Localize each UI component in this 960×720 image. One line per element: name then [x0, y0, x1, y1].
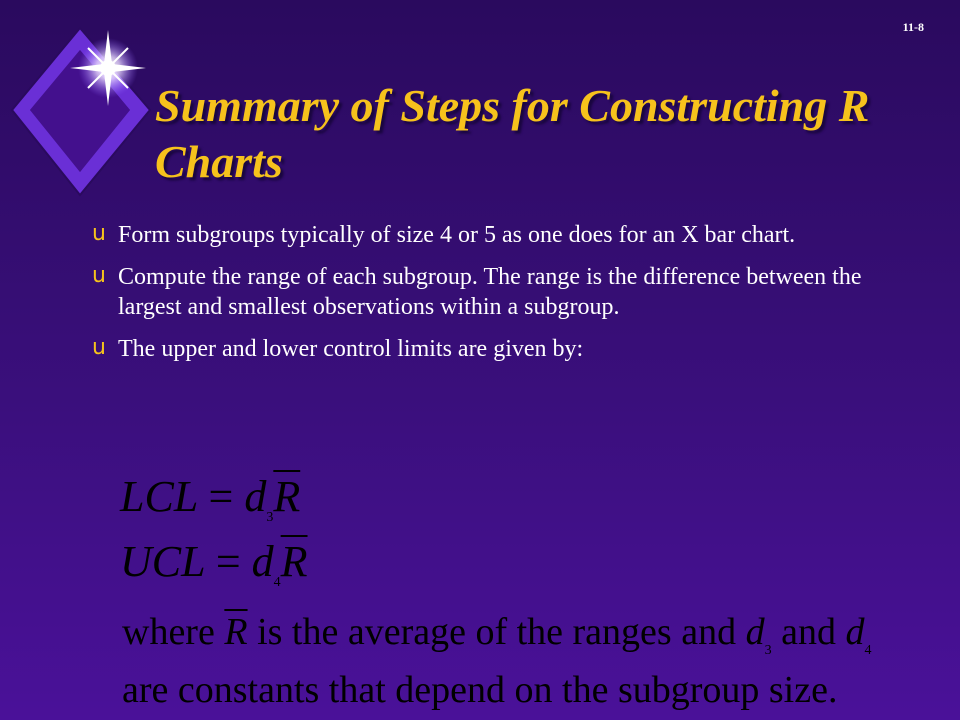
d3-symbol: d: [745, 611, 765, 653]
bullet-text: The upper and lower control limits are given by:: [118, 336, 584, 362]
subscript: 3: [764, 643, 772, 658]
bullet-marker-icon: u: [92, 335, 106, 360]
bullet-text: Form subgroups typically of size 4 or 5 as one does for an X bar chart.: [118, 222, 796, 248]
r-bar: $\overline{R}$: [273, 472, 301, 521]
where-word: where: [122, 611, 215, 653]
subscript: 3: [266, 510, 274, 525]
slide-number: 11-8: [902, 20, 924, 34]
ucl-formula: [120, 537, 308, 605]
bullet-item: [92, 262, 872, 322]
diamond-star-logo-icon: [0, 0, 170, 210]
and-word: and: [781, 611, 836, 653]
bullet-list: [92, 220, 872, 376]
where-definition: [122, 612, 871, 671]
lcl-label: LCL: [120, 472, 198, 521]
bullet-marker-icon: u: [92, 263, 106, 288]
d-coefficient: d: [244, 472, 267, 521]
subscript: 4: [864, 643, 872, 658]
bullet-item: [92, 334, 872, 364]
r-bar: $\overline{R}$: [224, 611, 248, 653]
d-coefficient: d: [251, 537, 274, 586]
ucl-label: UCL: [120, 537, 205, 586]
d4-symbol: d: [845, 611, 865, 653]
bullet-marker-icon: u: [92, 221, 106, 246]
equals-sign: =: [208, 472, 234, 521]
slide-title: Summary of Steps for Constructing R Charts: [155, 80, 870, 187]
where-definition-continued: are constants that depend on the subgroup size.: [122, 669, 838, 711]
subscript: 4: [273, 575, 281, 590]
bullet-text: Compute the range of each subgroup. The range is the difference between the largest and smallest observations within a subgroup.: [118, 264, 862, 320]
equals-sign: =: [215, 537, 241, 586]
bullet-item: [92, 220, 872, 250]
lcl-formula: [120, 472, 301, 540]
where-middle: is the average of the ranges and: [257, 611, 737, 653]
r-bar: $\overline{R}$: [280, 537, 308, 586]
